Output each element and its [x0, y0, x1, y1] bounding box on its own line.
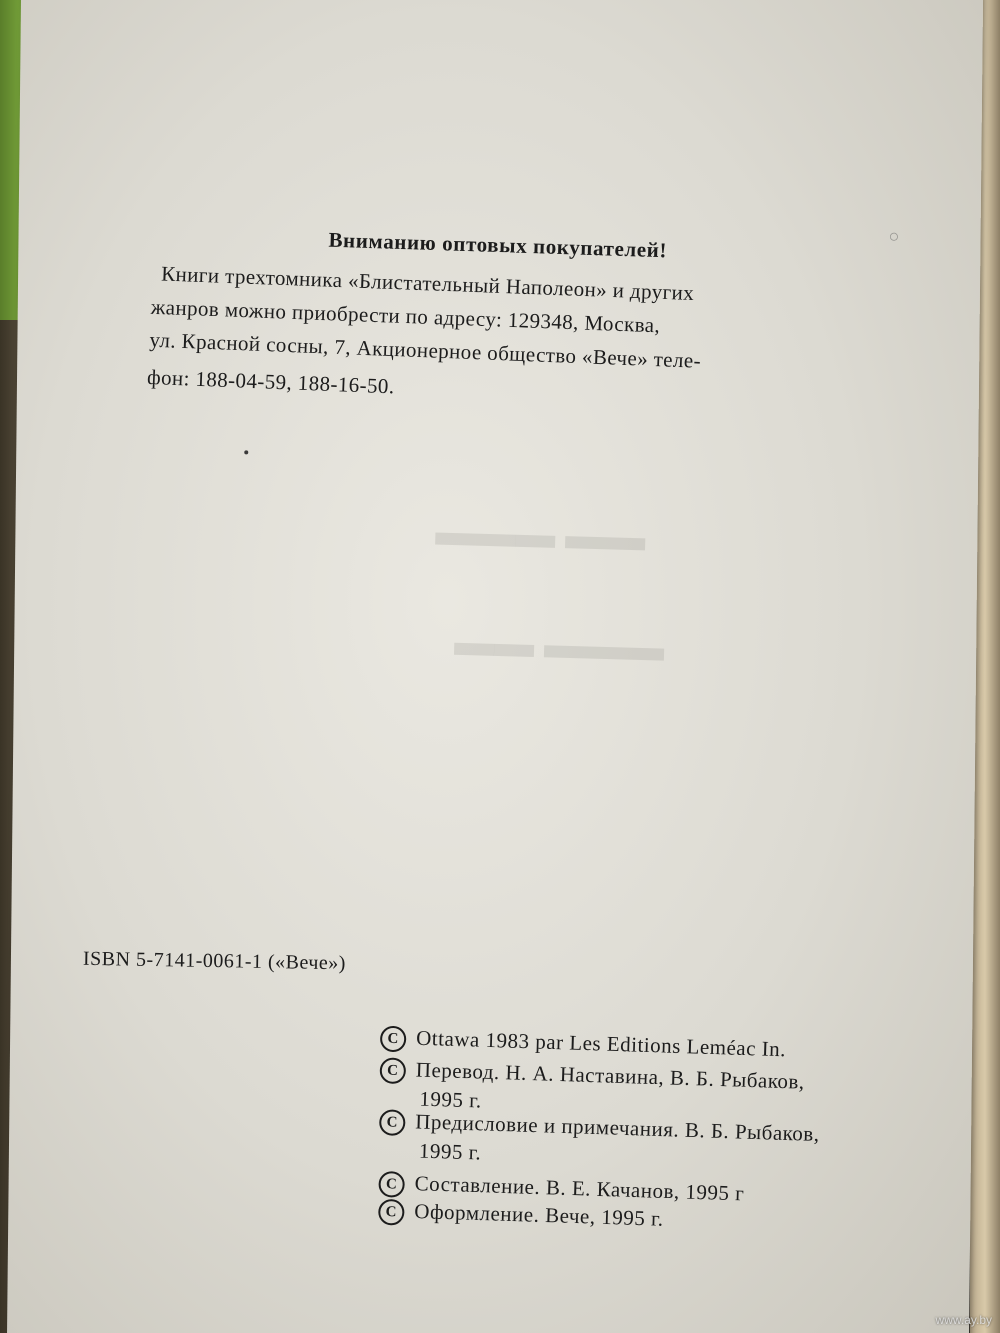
copyright-icon: C: [378, 1199, 405, 1226]
book-page: [7, 0, 983, 1333]
notice-line: фон: 188-04-59, 188-16-50.: [146, 364, 395, 399]
copyright-text: Оформление. Вече, 1995 г.: [414, 1198, 664, 1231]
show-through-print: ▬▬▬ ▬▬: [434, 508, 647, 560]
notice-line: ул. Красной сосны, 7, Акционерное общество «Вече» теле-: [149, 327, 702, 373]
isbn-line: ISBN 5-7141-0061-1 («Вече»): [82, 947, 347, 975]
ink-speck: [244, 450, 248, 454]
copyright-text: Составление. В. Е. Качанов, 1995 г: [414, 1171, 745, 1206]
copyright-text-continued: 1995 г.: [419, 1086, 483, 1113]
notice-line: жанров можно приобрести по адресу: 129348, Москва,: [150, 294, 661, 338]
copyright-icon: C: [380, 1026, 407, 1053]
notice-heading: Вниманию оптовых покупателей!: [328, 227, 668, 263]
copyright-icon: C: [379, 1109, 406, 1136]
copyright-text: Предисловие и примечания. В. Б. Рыбаков,: [414, 1109, 820, 1147]
copyright-text: Ottawa 1983 par Les Editions Leméac In.: [415, 1025, 787, 1062]
site-watermark: www.ay.by: [935, 1313, 992, 1327]
copyright-text: Перевод. Н. А. Наставина, В. Б. Рыбаков,: [415, 1057, 806, 1094]
copyright-icon: C: [379, 1058, 406, 1085]
notice-line: Книги трехтомника «Блистательный Наполеон» и других: [160, 261, 695, 306]
show-through-print: ▬▬ ▬▬▬: [453, 618, 665, 670]
pencil-mark: ○: [887, 225, 901, 247]
copyright-text-continued: 1995 г.: [418, 1138, 482, 1165]
copyright-icon: C: [378, 1171, 405, 1198]
